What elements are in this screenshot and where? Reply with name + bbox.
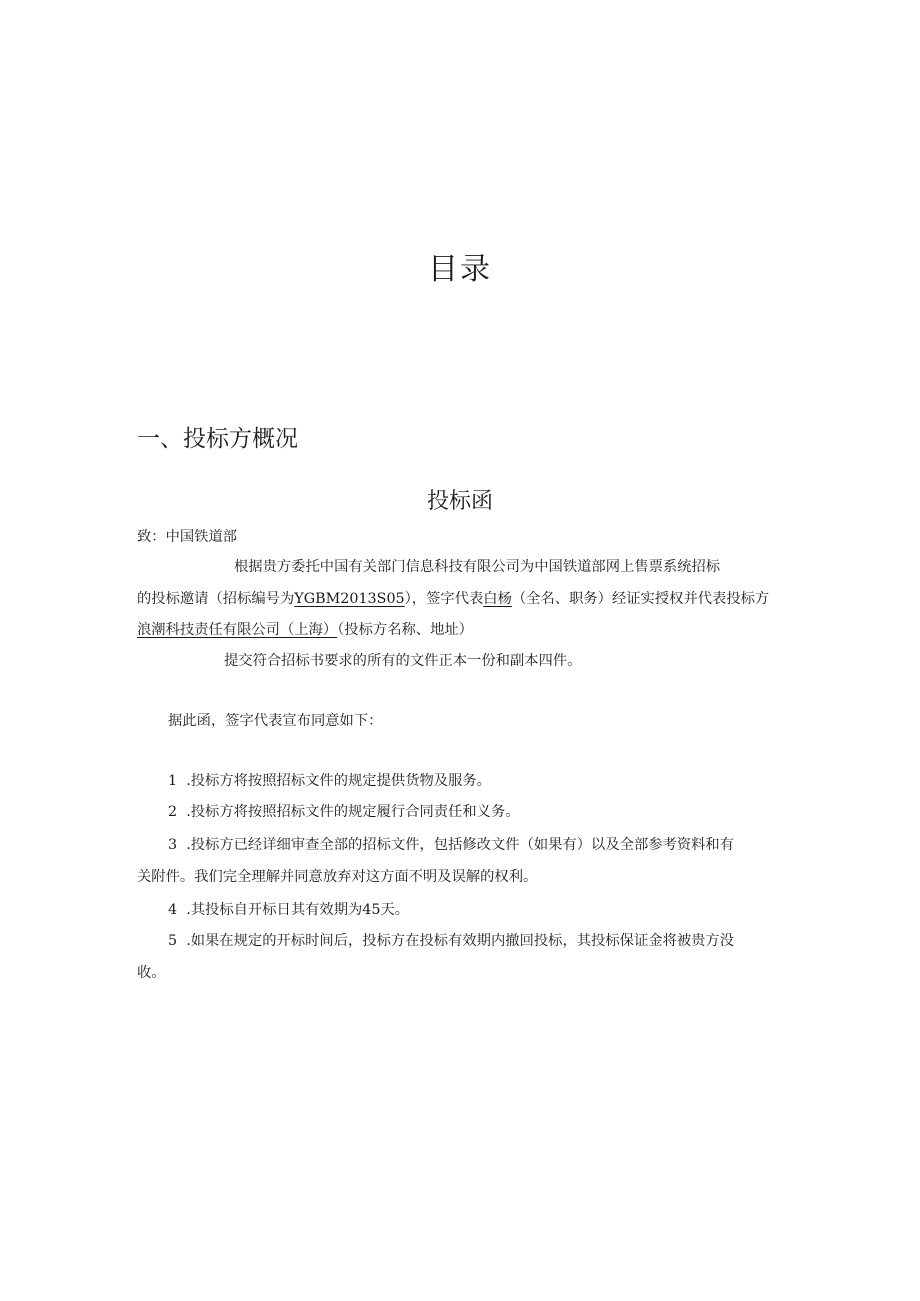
tender-number: YGBM2013S05 bbox=[294, 591, 405, 607]
declaration-line: 据此函，签字代表宣布同意如下： bbox=[168, 713, 383, 729]
list-item-number: 1 bbox=[168, 773, 178, 789]
list-item-text: .如果在规定的开标时间后，投标方在投标有效期内撤回投标，其投标保证金将被贵方没 bbox=[186, 933, 735, 949]
list-item bbox=[168, 802, 520, 822]
intro-line-2 bbox=[137, 589, 769, 609]
list-item bbox=[168, 771, 491, 791]
list-item-number: 2 bbox=[168, 804, 178, 820]
list-item bbox=[168, 900, 409, 920]
list-item bbox=[168, 931, 734, 951]
submission-line: 提交符合招标书要求的所有的文件正本一份和副本四件。 bbox=[224, 653, 582, 669]
intro-line-3 bbox=[137, 620, 473, 640]
intro-line-3-suffix: （投标方名称、地址） bbox=[337, 622, 473, 638]
list-item bbox=[168, 835, 734, 855]
letter-title: 投标函 bbox=[426, 489, 493, 514]
intro-line-2-suffix: （全名、职务）经证实授权并代表投标方 bbox=[511, 591, 770, 607]
list-item-number: 3 bbox=[168, 837, 178, 853]
intro-line-1: 根据贵方委托中国有关部门信息科技有限公司为中国铁道部网上售票系统招标 bbox=[234, 559, 721, 575]
list-item-number: 5 bbox=[168, 933, 178, 949]
list-item-continuation: 收。 bbox=[137, 965, 166, 981]
signatory-name: 白杨 bbox=[483, 591, 512, 607]
section-heading: 一、投标方概况 bbox=[137, 426, 298, 452]
letter-salutation: 致：中国铁道部 bbox=[137, 529, 238, 545]
list-item-text: .投标方已经详细审查全部的招标文件，包括修改文件（如果有）以及全部参考资料和有 bbox=[186, 837, 735, 853]
list-item-continuation: 关附件。我们完全理解并同意放弃对这方面不明及误解的权利。 bbox=[137, 869, 538, 885]
list-item-text: .投标方将按照招标文件的规定履行合同责任和义务。 bbox=[186, 804, 520, 820]
list-item-number: 4 bbox=[168, 902, 178, 918]
list-item-text: .投标方将按照招标文件的规定提供货物及服务。 bbox=[186, 773, 491, 789]
bidder-name: 浪潮科技责任有限公司（上海） bbox=[137, 622, 338, 638]
toc-title: 目录 bbox=[428, 252, 492, 287]
intro-line-2-mid: ），签字代表 bbox=[404, 591, 484, 607]
intro-line-2-prefix: 的投标邀请（招标编号为 bbox=[137, 591, 295, 607]
list-item-text: .其投标自开标日其有效期为45天。 bbox=[186, 902, 410, 918]
